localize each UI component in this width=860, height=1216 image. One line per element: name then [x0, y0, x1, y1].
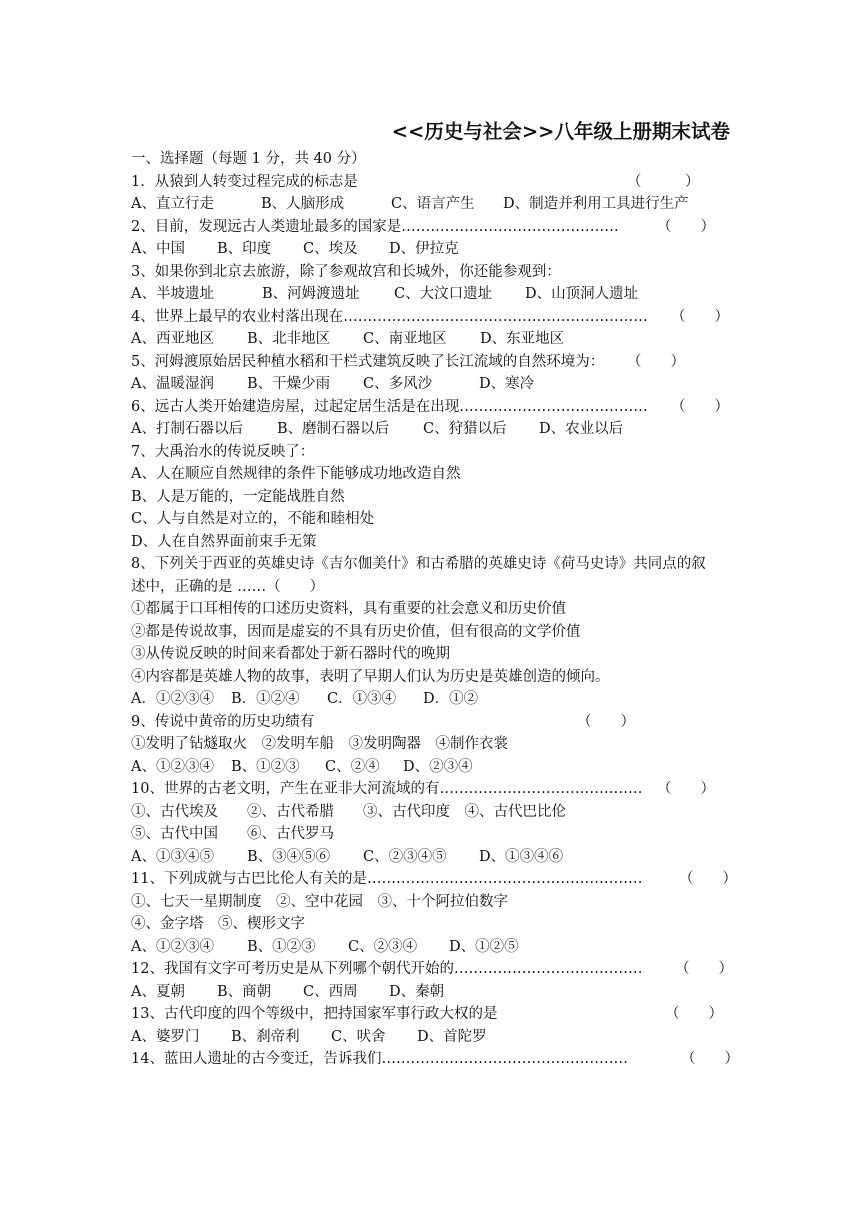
question-stem: 5、河姆渡原始居民种植水稻和干栏式建筑反映了长江流域的自然环境为：: [131, 353, 605, 370]
question-6: [131, 396, 731, 419]
option-b: B．①②④: [231, 691, 300, 707]
answer-bracket: （ ）: [675, 961, 733, 977]
option-a: A、人在顺应自然规律的条件下能够成功地改造自然: [131, 466, 461, 482]
option-c: C、西周: [303, 983, 358, 1000]
question-5: [131, 351, 731, 374]
answer-bracket: （ ）: [657, 218, 715, 235]
option-c: C、语言产生: [391, 196, 475, 212]
option-d: D、①③④⑥: [479, 848, 564, 865]
option-a: A、婆罗门: [131, 1028, 200, 1045]
question-2: [131, 216, 731, 239]
options-row: [131, 373, 731, 396]
option-a: A、西亚地区: [131, 331, 214, 347]
statement-1: ①都属于口耳相传的口述历史资料，具有重要的社会意义和历史价值: [131, 601, 566, 617]
options-row: [131, 936, 731, 959]
answer-bracket: （ ）: [627, 173, 700, 190]
question-8-stem: 8、下列关于西亚的英雄史诗《吉尔伽美什》和古希腊的英雄史诗《荷马史诗》共同点的叙: [131, 556, 706, 572]
option-d: D、首陀罗: [417, 1028, 487, 1045]
option-a: A、①③④⑤: [131, 848, 214, 865]
option-d: D、人在自然界面前束手无策: [131, 533, 317, 550]
option-b: B、商朝: [217, 983, 272, 1000]
option-c: C、人与自然是对立的，不能和睦相处: [131, 511, 375, 527]
option-d: D、伊拉克: [389, 241, 459, 257]
question-11: [131, 868, 737, 891]
option-a: A、直立行走: [131, 196, 214, 212]
statements-line-1: ①、七天一星期制度 ②、空中花园 ③、十个阿拉伯数字: [131, 893, 508, 910]
question-1: [131, 171, 731, 194]
answer-bracket: （ ）: [627, 353, 685, 370]
question-8-stem-cont: 述中，正确的是 ……（ ）: [131, 578, 325, 595]
option-b: B、干燥少雨: [247, 376, 331, 392]
option-a: A、半坡遗址: [131, 286, 214, 302]
question-13: [131, 1003, 731, 1026]
answer-bracket: （ ）: [657, 781, 715, 797]
option-b: B、北非地区: [247, 331, 331, 347]
question-stem: 12、我国有文字可考历史是从下列哪个朝代开始的…………………………………: [131, 961, 643, 977]
option-c: C、南亚地区: [363, 331, 447, 347]
option-a: A、①②③④: [131, 938, 214, 955]
question-stem: 4、世界上最早的农业村落出现在………………………………………………………: [131, 308, 648, 325]
option-c: C、②③④⑤: [363, 848, 447, 865]
option-c: C、吠舍: [331, 1028, 386, 1045]
exam-title: <<历史与社会>>八年级上册期末试卷: [391, 120, 730, 143]
option-a: A、中国: [131, 241, 185, 257]
option-d: D、山顶洞人遗址: [525, 286, 639, 302]
question-stem: 10、世界的古老文明，产生在亚非大河流域的有……………………………………: [131, 781, 643, 797]
question-4: [131, 306, 731, 329]
option-c: C、②③④: [348, 938, 418, 955]
option-c: C、多风沙: [363, 376, 433, 392]
option-a: A、夏朝: [131, 983, 185, 1000]
option-c: C、埃及: [303, 241, 358, 257]
options-row: [131, 283, 731, 306]
option-c: C、大汶口遗址: [394, 286, 493, 302]
option-d: D、制造并利用工具进行生产: [503, 196, 689, 212]
question-10: [131, 778, 731, 801]
exam-body: [131, 148, 739, 1071]
option-b: B、人是万能的，一定能战胜自然: [131, 488, 345, 505]
options-row: [131, 846, 731, 869]
question-stem: 11、下列成就与古巴比伦人有关的是…………………………………………………: [131, 871, 643, 887]
question-stem: 1．从猿到人转变过程完成的标志是: [131, 173, 358, 190]
options-row: [131, 328, 731, 351]
options-row: [131, 1026, 731, 1049]
question-stem: 2、目前，发现远古人类遗址最多的国家是………………………………………: [131, 218, 619, 235]
statements: ①发明了钻燧取火 ②发明车船 ③发明陶器 ④制作衣裳: [131, 736, 508, 752]
answer-bracket: （ ）: [679, 871, 737, 887]
answer-bracket: （ ）: [577, 713, 635, 730]
options-row: [131, 688, 731, 711]
option-b: B、刹帝利: [231, 1028, 300, 1045]
option-d: D、秦朝: [389, 983, 445, 1000]
statement-4: ④内容都是英雄人物的故事，表明了早期人们认为历史是英雄创造的倾向。: [131, 668, 610, 685]
option-b: B、①②③: [231, 758, 300, 775]
option-d: D、农业以后: [539, 421, 624, 437]
option-b: B、人脑形成: [261, 196, 345, 212]
question-9: [131, 711, 731, 734]
option-b: B、③④⑤⑥: [247, 848, 331, 865]
option-c: C．①③④: [327, 691, 397, 707]
option-c: C、②④: [325, 758, 380, 775]
question-stem: 3、如果你到北京去旅游，除了参观故宫和长城外，你还能参观到：: [131, 263, 561, 280]
section-heading: 一、选择题（每题 1 分，共 40 分）: [131, 151, 366, 167]
statements-line-1: ①、古代埃及 ②、古代希腊 ③、古代印度 ④、古代巴比伦: [131, 803, 566, 820]
option-a: A、温暖湿润: [131, 376, 214, 392]
answer-bracket: （ ）: [671, 398, 729, 415]
option-a: A、①②③④: [131, 758, 214, 775]
options-row: [131, 418, 731, 441]
question-12: [131, 958, 731, 981]
question-stem: 6、远古人类开始建造房屋，过起定居生活是在出现…………………………………: [131, 398, 648, 415]
question-7-stem: 7、大禹治水的传说反映了：: [131, 443, 315, 460]
option-a: A．①②③④: [131, 691, 214, 707]
question-stem: 9、传说中黄帝的历史功绩有: [131, 713, 315, 730]
option-d: D、②③④: [403, 758, 473, 775]
options-row: [131, 193, 731, 216]
question-14: [131, 1048, 739, 1071]
statement-3: ③从传说反映的时间来看都处于新石器时代的晚期: [131, 646, 450, 662]
option-b: B、①②③: [247, 938, 316, 955]
answer-bracket: （ ）: [671, 308, 729, 325]
option-b: B、印度: [217, 241, 272, 257]
statement-2: ②都是传说故事，因而是虚妄的不具有历史价值，但有很高的文学价值: [131, 623, 581, 640]
option-a: A、打制石器以后: [131, 421, 243, 437]
options-row: [131, 981, 731, 1004]
option-d: D、东亚地区: [480, 331, 565, 347]
answer-bracket: （ ）: [681, 1051, 739, 1067]
options-row: [131, 756, 731, 779]
option-b: B、河姆渡遗址: [262, 286, 360, 302]
option-d: D．①②: [423, 691, 479, 707]
answer-bracket: （ ）: [665, 1006, 723, 1022]
option-b: B、磨制石器以后: [277, 421, 390, 437]
question-3: [131, 261, 731, 284]
option-d: D、①②⑤: [449, 938, 519, 955]
statements-line-2: ④、金字塔 ⑤、楔形文字: [131, 916, 305, 932]
option-d: D、寒冷: [479, 376, 535, 392]
options-row: [131, 238, 731, 261]
option-c: C、狩猎以后: [423, 421, 507, 437]
statements-line-2: ⑤、古代中国 ⑥、古代罗马: [131, 826, 334, 842]
question-stem: 13、古代印度的四个等级中，把持国家军事行政大权的是: [131, 1006, 498, 1022]
question-stem: 14、蓝田人遗址的古今变迁，告诉我们……………………………………………: [131, 1051, 628, 1067]
